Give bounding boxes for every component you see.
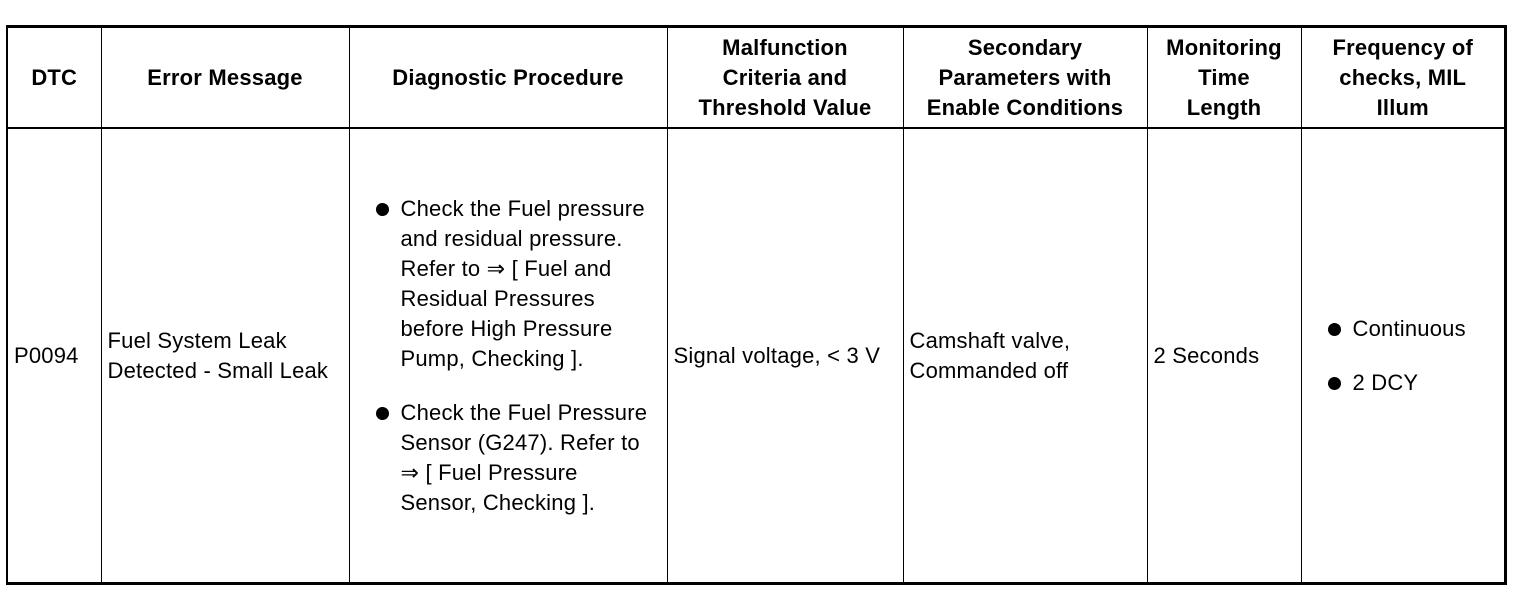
cell-monitoring-time: 2 Seconds (1147, 128, 1301, 582)
cell-error-message: Fuel System Leak Detected - Small Leak (101, 128, 349, 582)
header-diagnostic-procedure: Diagnostic Procedure (349, 28, 667, 128)
cell-secondary-parameters: Camshaft valve, Commanded off (903, 128, 1147, 582)
header-frequency: Frequency of checks, MIL Illum (1301, 28, 1504, 128)
frequency-list (1320, 314, 1501, 398)
dtc-table-container (6, 25, 1507, 585)
dtc-table (8, 28, 1504, 582)
procedure-step-1: Check the Fuel pressure and residual pressure. Refer to ⇒ [ Fuel and Residual Pressures before High Pressure Pump, Checking ]. (368, 194, 657, 374)
table-row (8, 128, 1504, 582)
header-monitoring-time: Monitoring Time Length (1147, 28, 1301, 128)
header-dtc: DTC (8, 28, 101, 128)
header-secondary-parameters: Secondary Parameters with Enable Conditions (903, 28, 1147, 128)
cell-dtc: P0094 (8, 128, 101, 582)
header-malfunction-criteria: Malfunction Criteria and Threshold Value (667, 28, 903, 128)
cell-malfunction-criteria: Signal voltage, < 3 V (667, 128, 903, 582)
procedure-step-2: Check the Fuel Pressure Sensor (G247). Refer to ⇒ [ Fuel Pressure Sensor, Checking ]. (368, 398, 657, 518)
procedure-list (368, 194, 657, 518)
header-error-message: Error Message (101, 28, 349, 128)
frequency-item-1: Continuous (1320, 314, 1501, 344)
header-row (8, 28, 1504, 128)
cell-frequency (1301, 128, 1504, 582)
cell-diagnostic-procedure (349, 128, 667, 582)
frequency-item-2: 2 DCY (1320, 368, 1501, 398)
